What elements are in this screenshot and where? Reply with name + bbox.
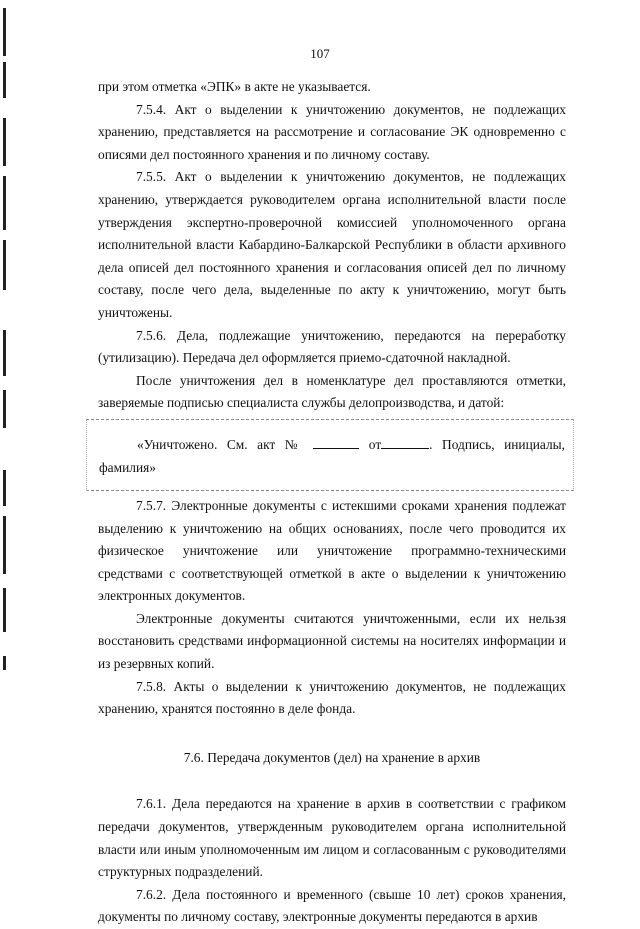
clause-number: 7.5.4. (136, 101, 167, 117)
clause-number: 7.5.6. (136, 327, 167, 343)
page-number: 107 (310, 46, 330, 61)
scan-margin-mark (3, 62, 6, 98)
destruction-stamp-text (99, 433, 565, 479)
scan-margin-mark (3, 656, 6, 670)
paragraph-text: После уничтожения дел в номенклатуре дел проставляются отметки, заверяемые подписью специалиста службы делопроизводства, и датой: (98, 372, 566, 411)
paragraph-7-5-8 (98, 676, 566, 721)
clause-number: 7.5.8. (136, 678, 167, 694)
paragraph (98, 608, 566, 676)
paragraph-text: Дела передаются на хранение в архив в соответствии с графиком передачи документов, утвержденным руководителем органа исполнительной власти или иным уполномоченным им лицом и согласованным с руководителями структурных подразделений. (98, 796, 566, 880)
document-body (98, 76, 566, 929)
stamp-text-part: от (368, 436, 382, 452)
clause-number: 7.5.5. (136, 169, 167, 185)
scan-margin-mark (3, 588, 6, 632)
paragraph-text: Электронные документы считаются уничтоженными, если их нельзя восстановить средствами информационной системы на носителях информации и из резервных копий. (98, 610, 566, 672)
paragraph-text: Дела, подлежащие уничтожению, передаются на переработку (утилизацию). Передача дел оформляется приемо-сдаточной накладной. (98, 327, 566, 366)
paragraph-7-5-6 (98, 325, 566, 370)
paragraph-7-6-2 (98, 884, 566, 929)
act-number-blank (313, 433, 359, 449)
destruction-stamp-box (86, 419, 574, 491)
paragraph-7-5-5 (98, 166, 566, 324)
paragraph-text: Акт о выделении к уничтожению документов, не подлежащих хранению, утверждается руководителем органа исполнительной власти после утверждения экспертно-проверочной комиссией уполномоченного органа исполнительной власти Кабардино-Балкарской Республики в области архивного дела описей дел постоянного хранения и согласования описей дел по личному составу, после чего дела, выделенные по акту к уничтожению, могут быть уничтожены. (98, 169, 566, 320)
section-heading: 7.6. Передача документов (дел) на хранение в архив (183, 749, 481, 765)
scan-margin-mark (3, 516, 6, 574)
scan-margin-mark (3, 390, 6, 428)
stamp-text-part: «Уничтожено. См. акт № (137, 436, 304, 452)
scan-margin-mark (3, 118, 6, 166)
paragraph-text: Электронные документы с истекшими сроками хранения подлежат выделению к уничтожению на общих основаниях, после чего проводится их физическое уничтожение или уничтожение программно-техническими средствами с соответствующей отметкой в акте о выделении к уничтожению электронных документов. (98, 497, 566, 604)
act-date-blank (381, 433, 429, 449)
stamp-text-part: . Подпись, инициалы, фамилия» (99, 436, 566, 475)
paragraph-text: Акты о выделении к уничтожению документов, не подлежащих хранению, хранятся постоянно в деле фонда. (98, 678, 566, 717)
paragraph-text: Дела постоянного и временного (свыше 10 лет) сроков хранения, документы по личному составу, электронные документы передаются в архив (98, 886, 566, 925)
clause-number: 7.6.1. (136, 796, 167, 812)
clause-number: 7.5.7. (136, 497, 167, 513)
paragraph-text: при этом отметка «ЭПК» в акте не указывается. (98, 79, 371, 94)
paragraph-text: Акт о выделении к уничтожению документов, не подлежащих хранению, представляется на рассмотрение и согласование ЭК одновременно с описями дел постоянного хранения и по личному составу. (98, 101, 566, 162)
scan-margin-mark (3, 240, 6, 290)
scan-margin-mark (3, 470, 6, 506)
paragraph (98, 370, 566, 415)
paragraph-7-5-4 (98, 99, 566, 167)
clause-number: 7.6.2. (136, 886, 167, 902)
scan-margin-mark (3, 330, 6, 376)
scan-margin-mark (3, 176, 6, 230)
paragraph (98, 76, 566, 99)
paragraph-7-5-7 (98, 495, 566, 608)
paragraph-7-6-1 (98, 793, 566, 883)
